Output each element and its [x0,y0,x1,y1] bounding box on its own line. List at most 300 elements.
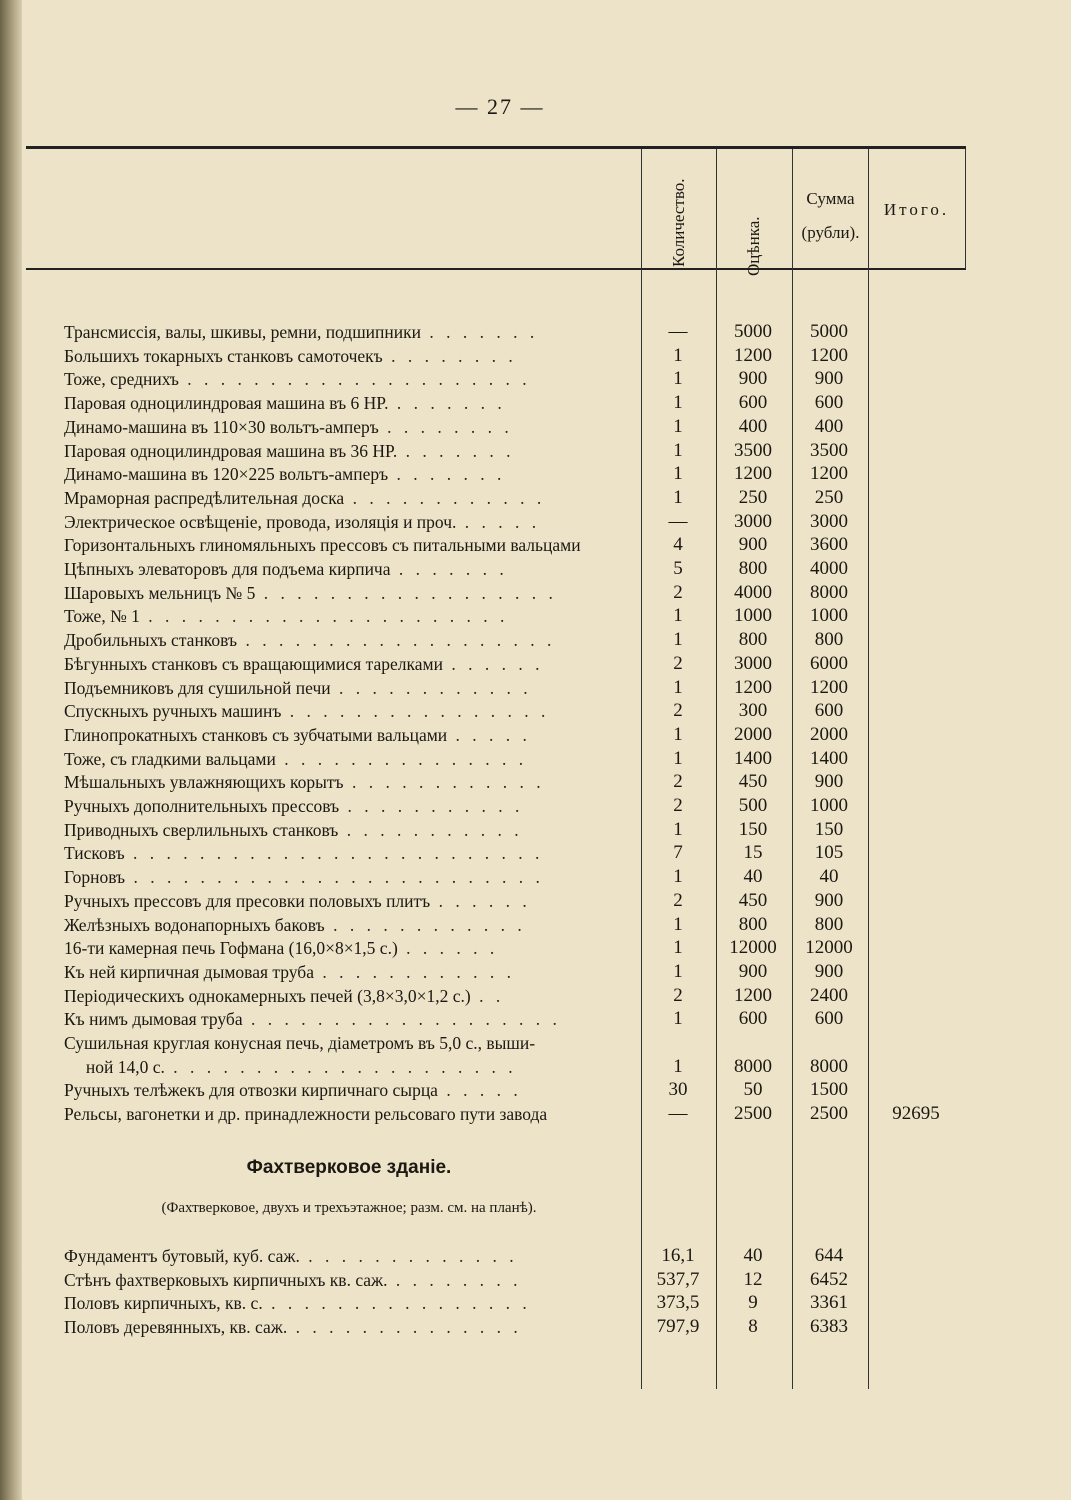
row-estimate: 3000 [734,510,772,532]
row-description [64,367,634,391]
row-total [868,747,964,771]
row-quantity: 537,7 [656,1268,700,1290]
row-quantity: 2 [673,984,683,1006]
row-total [868,510,964,534]
row-sum: 2500 [810,1103,848,1125]
row-sum: 1200 [810,344,848,366]
table-row [64,510,964,534]
row-sum: 1500 [810,1079,848,1101]
row-quantity: 1 [673,1055,683,1077]
row-description [64,865,634,889]
dot-leader: . . . . . . . [390,559,508,579]
row-estimate: 1200 [734,463,772,485]
row-quantity: 1 [673,723,683,745]
row-total [868,344,964,368]
table-row [64,960,964,984]
row-description-text: Электрическое освѣщеніе, провода, изоляція и проч. [64,511,457,532]
row-quantity: 5 [673,558,683,579]
row-quantity: 2 [673,652,683,674]
row-sum [792,1031,866,1055]
table-row [64,1244,964,1268]
table-row [64,1055,964,1079]
row-estimate: 600 [738,1008,768,1030]
row-quantity: 1 [673,629,683,651]
dot-leader: . . . . . . [397,938,499,959]
row-sum: 8000 [810,581,848,603]
dot-leader: . . . . . . . . . . . . . . . . . . . . . . [139,606,509,627]
header-quantity: Количество. [669,178,688,267]
row-description [64,676,634,700]
row-quantity: 2 [673,795,683,816]
row-description-text: 16-ти камерная печь Гофмана (16,0×8×1,5 с.) [64,938,398,959]
row-quantity: 1 [673,344,683,366]
row-sum: 900 [814,771,844,793]
row-quantity [642,1031,714,1055]
dot-leader: . . . . . . . . . . . . [313,961,515,982]
row-description-text: Паровая одноцилиндровая машина въ 36 HP. [64,440,398,461]
dot-leader: . . . . . . . . . . . [339,796,524,816]
table-row [64,1291,964,1315]
row-quantity: 1 [673,937,683,959]
dot-leader: . . . . . . . . . . . . . . [287,1317,522,1338]
row-total [868,1078,964,1102]
row-estimate: 450 [738,771,768,793]
row-description-text: Мѣшальныхъ увлажняющихъ корытъ [64,772,344,793]
row-description-text: Къ ней кирпичная дымовая труба [64,961,314,982]
row-total [868,960,964,984]
row-description-text: Горизонтальныхъ глиномяльныхъ прессовъ съ питальными вальцами [64,535,581,556]
table-row [64,320,964,344]
row-description [64,818,634,842]
table-row [64,1007,964,1031]
row-description-text: Трансмиссія, валы, шкивы, ремни, подшипники [64,322,422,342]
row-quantity: 2 [673,581,683,603]
row-quantity: 7 [673,842,683,864]
dot-leader: . . . . . [437,1080,522,1101]
row-quantity: 1 [673,392,683,414]
row-sum: 600 [814,1008,844,1030]
page-number: — 27 — [455,94,545,119]
row-total [868,557,964,581]
row-sum: 12000 [805,937,853,959]
row-description-text: Ручныхъ телѣжекъ для отвозки кирпичнаго сырца [64,1080,438,1101]
row-description [64,1315,634,1339]
row-total [868,391,964,415]
row-total [868,1291,964,1315]
row-estimate: 40 [743,866,763,888]
table-row [64,1315,964,1339]
table-row [64,818,964,842]
table-row [64,415,964,439]
row-description-text: Бѣгунныхъ станковъ съ вращающимися тарелками [64,653,443,674]
row-description-text: ной 14,0 с. [64,1056,165,1077]
row-total [868,367,964,391]
row-sum: 40 [819,866,839,888]
row-estimate: 8 [748,1316,758,1338]
row-description [64,415,634,439]
row-sum: 900 [814,889,844,911]
row-total [868,604,964,628]
row-sum: 6000 [810,652,848,674]
table-row [64,699,964,723]
row-description [64,1007,634,1031]
table-row [64,676,964,700]
header-estimate: Оцѣнка. [744,216,763,276]
table-row [64,841,964,865]
dot-leader: . . . . . . . . [387,1269,522,1290]
table-row [64,723,964,747]
row-description-text: Рельсы, вагонетки и др. принадлежности рельсоваго пути завода [64,1104,548,1125]
row-description [64,462,634,486]
dot-leader: . . . . . . . . . . . . . . . . [281,701,550,722]
row-description-text: Подъемниковъ для сушильной печи [64,677,331,698]
row-description [64,841,634,865]
row-description [64,344,634,368]
row-description [64,984,634,1008]
row-description-text: Желѣзныхъ водонапорныхъ баковъ [64,914,325,935]
row-description [64,628,634,652]
row-estimate: 300 [738,700,768,722]
dot-leader: . . . . . . . [397,440,515,461]
row-description-text: Тоже, среднихъ [64,369,179,390]
row-sum: 2000 [810,723,848,745]
dot-leader: . . . . . [447,724,531,745]
row-total [868,1031,964,1055]
row-description-text: Мраморная распредѣлительная доска [64,487,345,508]
row-estimate: 3000 [734,652,772,674]
row-sum: 1400 [810,747,848,769]
dot-leader: . . . . . . . [388,464,506,485]
row-quantity: 1 [673,818,683,840]
row-quantity: 4 [673,534,683,556]
row-total [868,984,964,1008]
row-quantity: — [668,321,688,342]
row-total [868,462,964,486]
header-sum-line1: Сумма [806,189,855,208]
row-description [64,1078,634,1102]
dot-leader: . . . . . . [430,890,531,911]
row-total [868,628,964,652]
row-quantity: 797,9 [656,1316,700,1338]
row-description [64,747,634,771]
row-description [64,391,634,415]
row-estimate: 800 [738,558,768,579]
table-row [64,439,964,463]
row-sum: 6452 [810,1268,848,1290]
row-description-text: Тоже, съ гладкими вальцами [64,748,276,769]
table-row [64,367,964,391]
row-estimate: 450 [738,889,768,911]
row-sum: 3361 [810,1292,848,1314]
row-sum: 3500 [810,439,848,461]
row-sum: 600 [814,700,844,722]
row-total [868,913,964,937]
row-estimate: 600 [738,392,768,414]
row-description-text: Половъ деревянныхъ, кв. саж. [64,1317,288,1338]
header-bottom-rule [26,268,966,270]
dot-leader: . . . . . . . . . . . . . . . . . . . . . [164,1056,517,1077]
row-total [868,439,964,463]
table-row [64,770,964,794]
row-description [64,581,634,605]
dot-leader: . . . . . . . . . . . . [324,914,526,935]
table-row [64,486,964,510]
book-spine-shadow [0,0,22,1500]
row-description [64,960,634,984]
row-total [868,865,964,889]
row-estimate: 1000 [734,605,772,627]
row-quantity: 1 [673,486,683,508]
table-right-edge [965,149,966,269]
table-row [64,865,964,889]
row-quantity: 373,5 [656,1292,700,1314]
row-sum: 3600 [810,534,848,556]
row-sum: 1200 [810,676,848,698]
row-sum: 900 [814,368,844,390]
dot-leader: . . . . . . . [421,322,539,342]
header-total: Итого. [883,200,950,219]
section-subtitle: (Фахтверковое, двухъ и трехъэтажное; разм. см. на планѣ). [161,1200,537,1216]
row-sum: 105 [814,842,844,864]
row-description [64,1268,634,1292]
dot-leader: . . . . . . . . . . . . . . . . . . . [237,630,556,651]
row-description-text: Половъ кирпичныхъ, кв. с. [64,1293,263,1314]
dot-leader: . . . . . . . . . . . [338,819,523,840]
row-sum: 400 [814,415,844,437]
dot-leader: . . . . . . . . . . . . . [299,1246,518,1266]
row-quantity: 1 [673,439,683,461]
row-description-text: Динамо-машина въ 120×225 вольтъ-амперъ [64,464,389,485]
row-estimate: 800 [738,913,768,935]
row-estimate [716,1031,790,1055]
row-description [64,936,634,960]
row-total [868,723,964,747]
row-total [868,533,964,557]
table-row [64,984,964,1008]
row-sum: 5000 [810,321,848,342]
row-total [868,1315,964,1339]
table-row [64,652,964,676]
table-row [64,391,964,415]
row-sum: 800 [814,913,844,935]
row-total [868,889,964,913]
row-sum: 2400 [810,984,848,1006]
dot-leader: . . . . . . . . . . . . . . . . . . . [242,1009,561,1030]
row-estimate: 9 [748,1292,758,1314]
row-sum: 644 [814,1245,844,1266]
dot-leader: . . . . . [456,511,541,532]
dot-leader: . . . . . . . . . . . . [344,487,546,508]
dot-leader: . . . . . . . . [382,345,517,366]
row-estimate: 15 [743,842,763,864]
row-total [868,652,964,676]
row-total [868,936,964,960]
row-estimate: 1200 [734,984,772,1006]
row-description [64,320,634,344]
row-total [868,486,964,510]
table-row [64,1031,964,1055]
table-row [64,936,964,960]
row-total: 92695 [892,1103,940,1125]
row-description [64,889,634,913]
row-total [868,699,964,723]
row-estimate: 800 [738,629,768,651]
row-description [64,794,634,818]
table-row [64,604,964,628]
row-description-text: Фундаментъ бутовый, куб. саж. [64,1246,300,1266]
row-description-text: Большихъ токарныхъ станковъ самоточекъ [64,345,383,366]
row-sum: 250 [814,486,844,508]
row-quantity: 1 [673,463,683,485]
dot-leader: . . . . . . . . . . . . . . . . . . . . . . . . . [124,843,544,864]
row-description [64,770,634,794]
row-description-text: Ручныхъ дополнительныхъ прессовъ [64,796,340,816]
table-row [64,533,964,557]
table-row [64,557,964,581]
row-quantity: 2 [673,771,683,793]
row-description-text: Глинопрокатныхъ станковъ съ зубчатыми вальцами [64,724,448,745]
row-description [64,1244,634,1268]
table-row [64,1078,964,1102]
row-description [64,1055,634,1079]
row-description-text: Періодическихъ однокамерныхъ печей (3,8×3,0×1,2 с.) [64,985,471,1006]
section-title: Фахтверковое зданіе. [246,1157,452,1178]
row-sum: 6383 [810,1316,848,1338]
row-estimate: 1400 [734,747,772,769]
table-row [64,1268,964,1292]
table-row [64,581,964,605]
row-description [64,486,634,510]
row-sum: 1200 [810,463,848,485]
row-quantity: 1 [673,960,683,982]
table-row [64,462,964,486]
row-quantity: — [668,510,688,532]
row-description-text: Паровая одноцилиндровая машина въ 6 HP. [64,393,389,414]
row-estimate: 3500 [734,439,772,461]
row-sum: 900 [814,960,844,982]
row-total [868,320,964,344]
row-description [64,723,634,747]
row-estimate: 40 [743,1245,763,1266]
row-quantity: 1 [673,913,683,935]
row-total [868,676,964,700]
row-description [64,652,634,676]
row-total [868,581,964,605]
row-description [64,604,634,628]
row-total [868,1244,964,1268]
row-description-text: Приводныхъ сверлильныхъ станковъ [64,819,339,840]
row-quantity: 16,1 [661,1245,695,1266]
row-quantity: 1 [673,676,683,698]
row-total [868,1007,964,1031]
dot-leader: . . . . . . . . . . . . . . . . . . . . . . . . . [125,867,544,888]
table-row [64,628,964,652]
table-row [64,913,964,937]
row-estimate: 12000 [729,937,777,959]
row-description-text: Горновъ [64,867,126,888]
table-row [64,747,964,771]
row-estimate: 1200 [734,676,772,698]
row-estimate: 5000 [734,321,772,342]
dot-leader: . . . . . . [442,653,544,674]
row-description-text: Сушильная круглая конусная печь, діаметромъ въ 5,0 с., выши- [64,1033,536,1053]
row-estimate: 50 [743,1079,763,1101]
row-estimate: 900 [738,368,768,390]
row-description [64,913,634,937]
row-sum: 1000 [810,605,848,627]
row-description [64,699,634,723]
table-row [64,889,964,913]
row-estimate: 2500 [734,1103,772,1125]
row-description [64,439,634,463]
table-row [64,1102,964,1126]
row-total [868,794,964,818]
table-row [64,344,964,368]
row-estimate: 400 [738,415,768,437]
row-quantity: 30 [668,1079,688,1101]
row-estimate: 1200 [734,344,772,366]
row-quantity: 1 [673,747,683,769]
dot-leader: . . . . . . . . . . . . [343,772,545,793]
row-description [64,1031,634,1055]
row-description-text: Стѣнъ фахтверковыхъ кирпичныхъ кв. саж. [64,1269,388,1290]
row-quantity: 1 [673,866,683,888]
table-row [64,794,964,818]
row-estimate: 2000 [734,723,772,745]
row-estimate: 900 [738,960,768,982]
row-estimate: 150 [738,818,768,840]
dot-leader: . . . . . . . . . . . . . . . [275,748,528,769]
row-description-text: Динамо-машина въ 110×30 вольтъ-амперъ [64,416,379,437]
row-description [64,533,634,557]
row-estimate: 500 [738,795,768,816]
row-description-text: Цѣпныхъ элеваторовъ для подъема кирпича [64,559,391,579]
row-description-text: Шаровыхъ мельницъ № 5 [64,582,256,603]
row-sum: 150 [814,818,844,840]
row-quantity: 1 [673,1008,683,1030]
dot-leader: . . . . . . . . [378,416,513,437]
row-sum: 4000 [810,558,848,579]
row-description-text: Тисковъ [64,843,125,864]
row-total [868,415,964,439]
row-sum: 8000 [810,1055,848,1077]
row-sum: 3000 [810,510,848,532]
row-quantity: 1 [673,605,683,627]
row-estimate: 12 [743,1268,763,1290]
header-sum [793,182,868,250]
row-total [868,841,964,865]
row-total [868,770,964,794]
row-sum: 600 [814,392,844,414]
row-description [64,1291,634,1315]
dot-leader: . . . . . . . . . . . . . . . . . . [255,582,557,603]
row-quantity: 2 [673,889,683,911]
dot-leader: . . . . . . . [388,393,506,414]
row-quantity: 1 [673,368,683,390]
row-description-text: Ручныхъ прессовъ для пресовки половыхъ плитъ [64,890,431,911]
row-sum: 800 [814,629,844,651]
row-description [64,1102,634,1126]
row-estimate: 8000 [734,1055,772,1077]
table-top-rule [26,146,966,149]
row-description-text: Тоже, № 1 [64,606,140,627]
row-sum: 1000 [810,795,848,816]
dot-leader: . . . . . . . . . . . . [330,677,532,698]
row-quantity: 2 [673,700,683,722]
row-total [868,1268,964,1292]
row-description-text: Къ нимъ дымовая труба [64,1009,243,1030]
row-quantity: — [668,1103,688,1125]
